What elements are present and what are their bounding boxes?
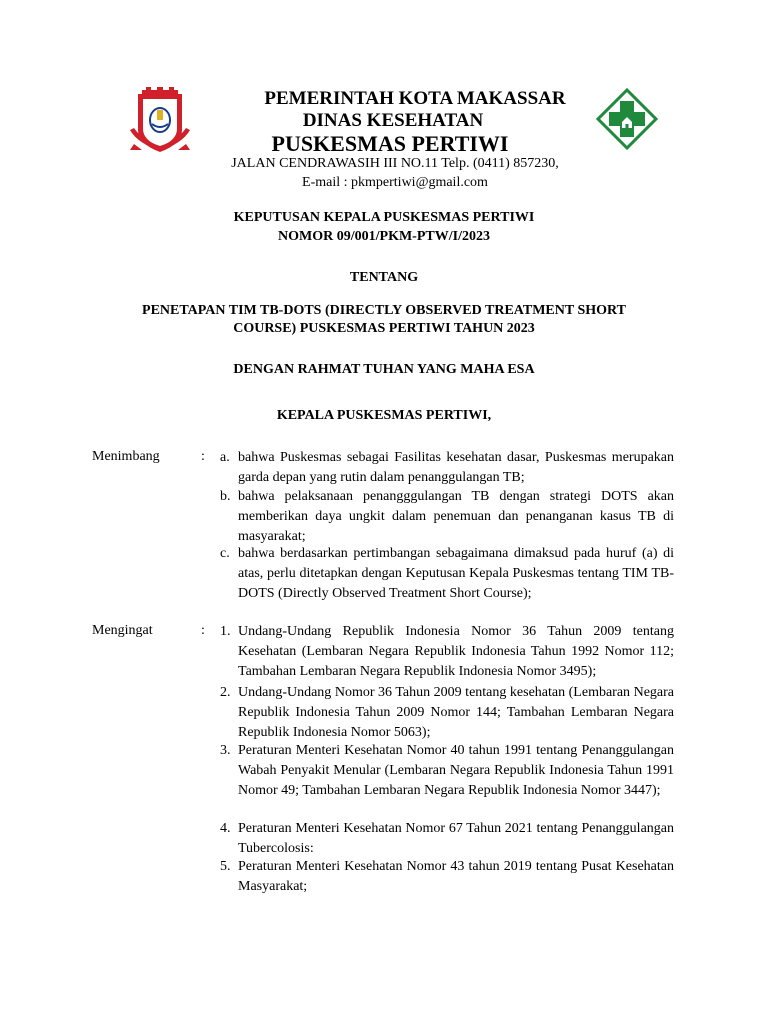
header-email: E-mail : pkmpertiwi@gmail.com: [302, 175, 488, 190]
mengingat-colon: :: [201, 623, 205, 638]
item-marker: b.: [220, 489, 231, 504]
item-marker: 1.: [220, 624, 231, 639]
item-marker: a.: [220, 450, 230, 465]
item-marker: 5.: [220, 859, 231, 874]
header-address: JALAN CENDRAWASIH III NO.11 Telp. (0411) 857230,: [231, 156, 559, 171]
item-text: Undang-Undang Republik Indonesia Nomor 36 Tahun 2009 tentang Kesehatan (Lembaran Negara Republik Indonesia Tahun 1992 Nomor 112; Tambahan Lembaran Negara Republik Indonesia Nomor 3495);: [238, 624, 674, 679]
menimbang-item: [220, 448, 674, 488]
decree-head: KEPALA PUSKESMAS PERTIWI,: [276, 408, 492, 423]
item-marker: 2.: [220, 685, 231, 700]
item-text: Peraturan Menteri Kesehatan Nomor 40 tahun 1991 tentang Penanggulangan Wabah Penyakit Menular (Lembaran Negara Republik Indonesia Tahun 1991 Nomor 49; Tambahan Lembaran Negara Republik Indonesia Nomor 3447);: [238, 743, 674, 798]
header-institution: PUSKESMAS PERTIWI: [271, 131, 509, 156]
mengingat-label: Mengingat: [92, 623, 153, 638]
decree-blessing: DENGAN RAHMAT TUHAN YANG MAHA ESA: [233, 362, 535, 377]
header-government: PEMERINTAH KOTA MAKASSAR: [264, 88, 566, 109]
item-text: bahwa berdasarkan pertimbangan sebagaimana dimaksud pada huruf (a) di atas, perlu ditetapkan dengan Keputusan Kepala Puskesmas tentang TIM TB-DOTS (Directly Observed Treatment Short Course);: [238, 546, 674, 601]
decree-title: KEPUTUSAN KEPALA PUSKESMAS PERTIWI: [233, 210, 535, 225]
mengingat-item: [220, 622, 674, 682]
mengingat-item: [220, 819, 674, 859]
item-text: Peraturan Menteri Kesehatan Nomor 43 tahun 2019 tentang Pusat Kesehatan Masyarakat;: [238, 859, 674, 894]
item-text: Peraturan Menteri Kesehatan Nomor 67 Tahun 2021 tentang Penanggulangan Tubercolosis:: [238, 821, 674, 856]
item-text: Undang-Undang Nomor 36 Tahun 2009 tentang kesehatan (Lembaran Negara Republik Indonesia Tahun 2009 Nomor 144; Tambahan Lembaran Negara Republik Indonesia Nomor 5063);: [238, 685, 674, 740]
menimbang-item: [220, 487, 674, 547]
item-marker: 3.: [220, 743, 231, 758]
decree-subject-line1: PENETAPAN TIM TB-DOTS (DIRECTLY OBSERVED TREATMENT SHORT: [142, 303, 626, 318]
decree-subject-line2: COURSE) PUSKESMAS PERTIWI TAHUN 2023: [233, 321, 535, 336]
menimbang-label: Menimbang: [92, 449, 160, 464]
decree-number: NOMOR 09/001/PKM-PTW/I/2023: [278, 229, 490, 244]
header-department: DINAS KESEHATAN: [302, 110, 484, 131]
item-marker: c.: [220, 546, 230, 561]
puskesmas-logo-icon: [596, 88, 658, 150]
mengingat-item: [220, 857, 674, 897]
menimbang-colon: :: [201, 449, 205, 464]
mengingat-item: [220, 741, 674, 801]
item-text: bahwa pelaksanaan penangggulangan TB dengan strategi DOTS akan memberikan daya ungkit dalam penemuan dan penanganan kasus TB di masyarakat;: [238, 489, 674, 544]
decree-about: TENTANG: [349, 270, 419, 285]
mengingat-item: [220, 683, 674, 743]
item-marker: 4.: [220, 821, 231, 836]
menimbang-item: [220, 544, 674, 604]
item-text: bahwa Puskesmas sebagai Fasilitas kesehatan dasar, Puskesmas merupakan garda depan yang rutin dalam penanggulangan TB;: [238, 450, 674, 485]
